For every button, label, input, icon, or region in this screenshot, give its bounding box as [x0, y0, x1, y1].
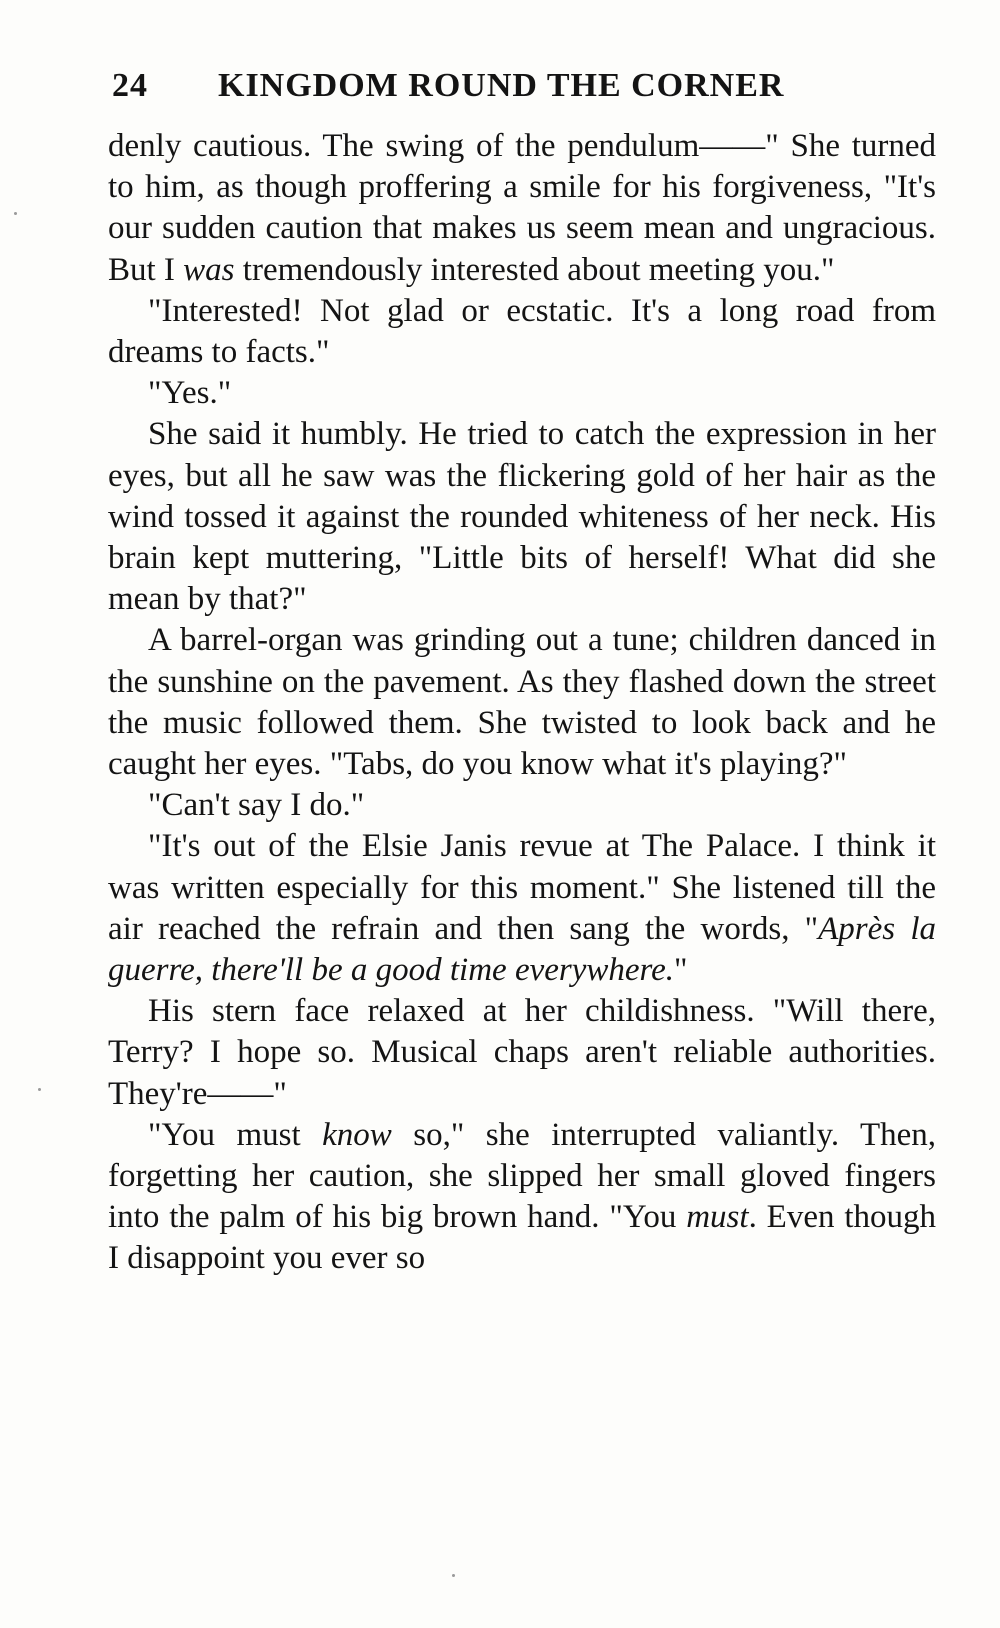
- italic-text: know: [322, 1116, 392, 1153]
- running-head: [112, 60, 872, 112]
- text-run: "It's out of the Elsie Janis revue at The Palace. I think it was written especially for this moment." She listened till the air reached the refrain and then sang the words, ": [108, 828, 936, 947]
- text-run: "You must: [148, 1116, 323, 1153]
- paragraph: [108, 785, 936, 826]
- text-run: "Yes.": [148, 375, 232, 412]
- paragraph: [108, 991, 936, 1115]
- italic-text: must: [686, 1199, 749, 1236]
- paper-speck: [38, 1088, 41, 1091]
- body-text: [108, 126, 936, 1280]
- text-run: "Can't say I do.": [148, 787, 365, 824]
- paper-speck: [14, 212, 17, 215]
- italic-text: was: [183, 251, 235, 288]
- text-run: A barrel-organ was grinding out a tune; children danced in the sunshine on the pavement. As they flashed down the street the music followed them. She twisted to look back and he caught her eyes. "Tabs, do you know what it's playing?": [108, 622, 936, 783]
- paragraph: [108, 620, 936, 785]
- running-title: KINGDOM ROUND THE CORNER: [218, 67, 785, 104]
- text-run: so," she interrupted valiantly. Then, forgetting her caution, she slipped her small gloved fingers into the palm of his big brown hand. "You: [108, 1116, 936, 1236]
- paragraph: [108, 373, 936, 414]
- paragraph: [108, 414, 936, 620]
- italic-text: Après la guerre, there'll be a good time everywhere.: [108, 910, 936, 989]
- paragraph: [108, 1115, 936, 1280]
- text-run: His stern face relaxed at her childishness. "Will there, Terry? I hope so. Musical chaps aren't reliable authorities. They're——": [108, 993, 936, 1112]
- text-run: . Even though I disappoint you ever so: [108, 1199, 936, 1277]
- page-number: 24: [112, 67, 148, 104]
- paragraph: [108, 126, 936, 291]
- text-run: ": [674, 952, 688, 989]
- text-run: tremendously interested about meeting you.": [234, 251, 835, 288]
- paper-speck: [452, 1574, 455, 1577]
- text-run: She said it humbly. He tried to catch the expression in her eyes, but all he saw was the flickering gold of her hair as the wind tossed it against the rounded whiteness of her neck. His brain kept muttering, "Little bits of herself! What did she mean by that?": [108, 416, 936, 618]
- text-run: "Interested! Not glad or ecstatic. It's a long road from dreams to facts.": [108, 292, 936, 371]
- text-run: denly cautious. The swing of the pendulum——" She turned to him, as though proffering a smile for his forgiveness, "It's our sudden caution that makes us seem mean and ungracious. But I: [108, 128, 936, 288]
- paragraph: [108, 291, 936, 373]
- paragraph: [108, 826, 936, 991]
